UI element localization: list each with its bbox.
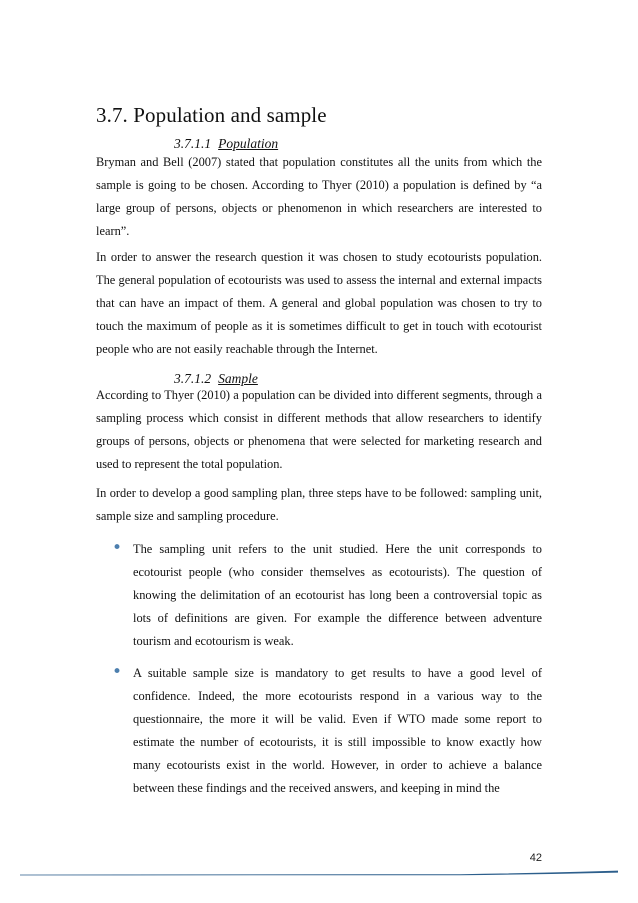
list-item [96, 538, 542, 653]
section-heading: 3.7. Population and sample [96, 103, 327, 127]
paragraph: According to Thyer (2010) a population can be divided into different segments, through a sampling process which consist in different methods that allow researchers to identify groups of persons, objects or phenomena that were selected for marketing research and used to represent the total population. [96, 388, 542, 471]
list-item-text: The sampling unit refers to the unit studied. Here the unit corresponds to ecotourist people (who consider themselves as ecotourists). The question of knowing the delimitation of an ecotourist has long been a controversial topic as lots of definitions are given. For example the difference between adventure tourism and ecotourism is weak. [133, 542, 542, 648]
page-number: 42 [529, 852, 542, 864]
bullet-list [96, 538, 542, 800]
subsection-number: 3.7.1.2 [174, 371, 212, 386]
subsection-number: 3.7.1.1 [174, 136, 212, 151]
subsection-title: Population [218, 136, 279, 151]
paragraph: In order to develop a good sampling plan, three steps have to be followed: sampling unit, sample size and sampling procedure. [96, 486, 542, 523]
list-item [96, 662, 542, 800]
paragraph: Bryman and Bell (2007) stated that population constitutes all the units from which the sample is going to be chosen. According to Thyer (2010) a population is defined by “a large group of persons, objects or phenomenon in which researchers are interested to learn”. [96, 155, 542, 238]
paragraph: In order to answer the research question it was chosen to study ecotourists population. The general population of ecotourists was used to assess the internal and external impacts that can have an impact of them. A general and global population was chosen to try to touch the maximum of people as it is sometimes difficult to get in touch with ecotourist people who are not easily reachable through the Internet. [96, 250, 542, 356]
bullet-icon: • [112, 662, 123, 682]
subsection-title: Sample [218, 371, 258, 386]
list-item-text: A suitable sample size is mandatory to get results to have a good level of confidence. Indeed, the more ecotourists respond in a various way to the questionnaire, the more it will be valid. Even if WTO made some report to estimate the number of ecotourists, it is still impossible to know exactly how many ecotourists exist in the world. However, in order to achieve a balance between these findings and the received answers, and keeping in mind the [133, 666, 542, 795]
bullet-icon: • [112, 538, 123, 558]
footer-rule [20, 870, 618, 876]
